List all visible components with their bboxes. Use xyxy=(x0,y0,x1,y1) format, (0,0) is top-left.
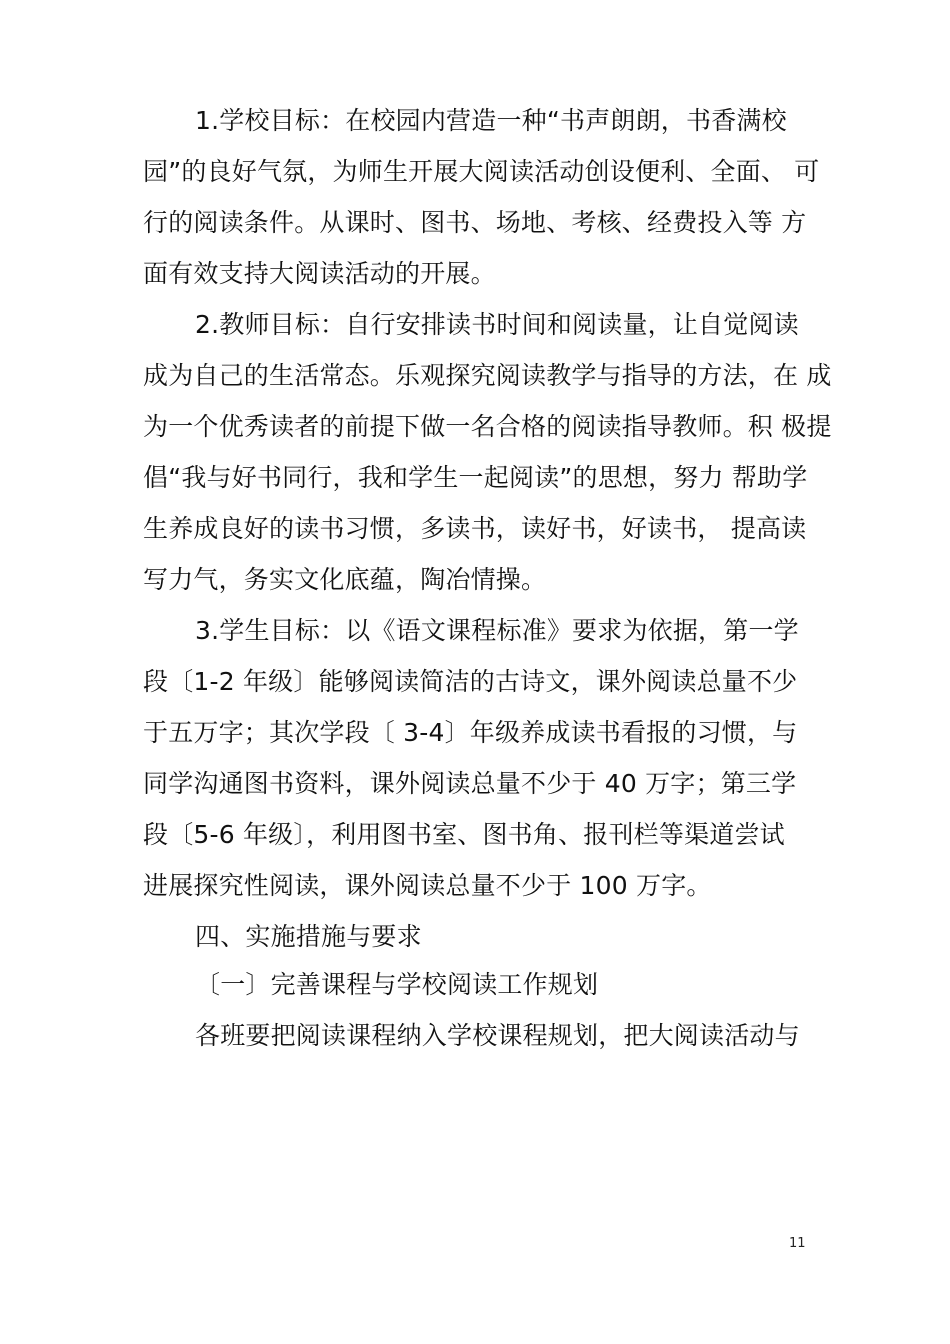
paragraph-1-line-4: 面有效支持大阅读活动的开展。 xyxy=(143,259,496,288)
paragraph-2-line-5: 生养成良好的读书习惯，多读书，读好书，好读书， 提高读 xyxy=(143,514,807,543)
paragraph-3-line-5: 段〔5-6 年级〕，利用图书室、图书角、报刊栏等渠道尝试 xyxy=(143,820,785,849)
subsection-heading: 〔一〕完善课程与学校阅读工作规划 xyxy=(195,970,599,999)
paragraph-2-line-1: 2.教师目标：自行安排读书时间和阅读量，让自觉阅读 xyxy=(195,310,799,339)
paragraph-1-line-3: 行的阅读条件。从课时、图书、场地、考核、经费投入等 方 xyxy=(143,208,807,237)
paragraph-3-line-6: 进展探究性阅读，课外阅读总量不少于 100 万字。 xyxy=(143,871,712,900)
paragraph-2-line-2: 成为自己的生活常态。乐观探究阅读教学与指导的方法，在 成 xyxy=(143,361,832,390)
paragraph-3-line-1: 3.学生目标：以《语文课程标准》要求为依据，第一学 xyxy=(195,616,799,645)
paragraph-3-line-3: 于五万字；其次学段〔 3-4〕年级养成读书看报的习惯，与 xyxy=(143,718,798,747)
paragraph-3-line-2: 段〔1-2 年级〕能够阅读简洁的古诗文，课外阅读总量不少 xyxy=(143,667,798,696)
page-number: 11 xyxy=(789,1236,806,1251)
paragraph-2-line-4: 倡“我与好书同行，我和学生一起阅读”的思想，努力 帮助学 xyxy=(143,463,808,492)
paragraph-1-line-1: 1.学校目标：在校园内营造一种“书声朗朗，书香满校 xyxy=(195,106,787,135)
paragraph-2-line-3: 为一个优秀读者的前提下做一名合格的阅读指导教师。积 极提 xyxy=(143,412,832,441)
paragraph-2-line-6: 写力气，务实文化底蕴，陶冶情操。 xyxy=(143,565,547,594)
paragraph-4-line-1: 各班要把阅读课程纳入学校课程规划，把大阅读活动与 xyxy=(195,1021,800,1050)
section-heading: 四、实施措施与要求 xyxy=(195,922,422,951)
paragraph-1-line-2: 园”的良好气氛，为师生开展大阅读活动创设便利、全面、 可 xyxy=(143,157,820,186)
paragraph-3-line-4: 同学沟通图书资料，课外阅读总量不少于 40 万字；第三学 xyxy=(143,769,797,798)
